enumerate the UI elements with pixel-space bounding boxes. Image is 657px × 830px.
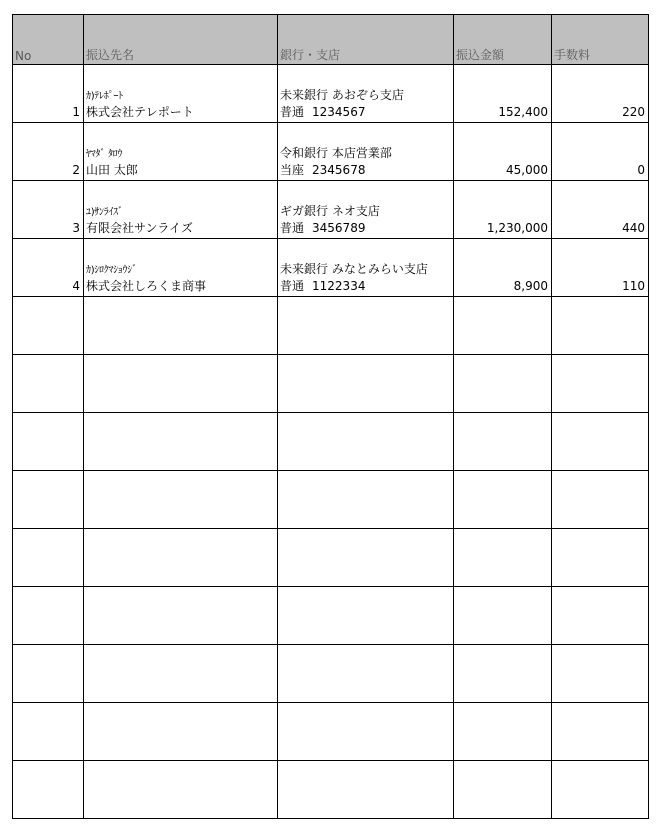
- account-number: 1122334: [312, 279, 366, 293]
- empty-cell[interactable]: [454, 413, 552, 471]
- empty-cell[interactable]: [278, 645, 454, 703]
- empty-row: [13, 703, 649, 761]
- empty-cell[interactable]: [278, 761, 454, 819]
- bank-cell[interactable]: [278, 181, 454, 239]
- bank-cell[interactable]: [278, 123, 454, 181]
- empty-cell[interactable]: [454, 645, 552, 703]
- account-type: 当座: [280, 163, 305, 177]
- table-row: [13, 239, 649, 297]
- header-row: [13, 15, 649, 65]
- empty-cell[interactable]: [13, 413, 84, 471]
- empty-cell[interactable]: [454, 529, 552, 587]
- transfer-table: [12, 14, 649, 819]
- account-number: 3456789: [312, 221, 366, 235]
- bank-branch: ギガ銀行 ネオ支店: [280, 204, 380, 218]
- account-number: 1234567: [312, 105, 366, 119]
- empty-cell[interactable]: [278, 355, 454, 413]
- header-no[interactable]: No: [13, 15, 84, 65]
- table-row: [13, 181, 649, 239]
- empty-row: [13, 645, 649, 703]
- empty-cell[interactable]: [84, 761, 278, 819]
- empty-cell[interactable]: [13, 471, 84, 529]
- empty-row: [13, 587, 649, 645]
- empty-cell[interactable]: [13, 587, 84, 645]
- fee-cell[interactable]: 220: [552, 65, 649, 123]
- account-type: 普通: [280, 105, 305, 119]
- empty-cell[interactable]: [13, 297, 84, 355]
- empty-row: [13, 529, 649, 587]
- empty-cell[interactable]: [552, 761, 649, 819]
- account-type: 普通: [280, 221, 305, 235]
- account-info: [280, 162, 450, 179]
- payee-name: 株式会社しろくま商事: [86, 279, 207, 293]
- empty-cell[interactable]: [552, 529, 649, 587]
- empty-cell[interactable]: [278, 471, 454, 529]
- amount-cell[interactable]: 152,400: [454, 65, 552, 123]
- empty-cell[interactable]: [454, 471, 552, 529]
- empty-row: [13, 471, 649, 529]
- table-row: [13, 123, 649, 181]
- fee-cell[interactable]: 440: [552, 181, 649, 239]
- empty-cell[interactable]: [552, 645, 649, 703]
- header-fee[interactable]: 手数料: [552, 15, 649, 65]
- payee-kana: ｶ)ﾃﾚﾎﾟｰﾄ: [86, 91, 123, 102]
- account-type: 普通: [280, 279, 305, 293]
- empty-cell[interactable]: [13, 703, 84, 761]
- account-info: [280, 104, 450, 121]
- empty-cell[interactable]: [552, 587, 649, 645]
- empty-cell[interactable]: [552, 355, 649, 413]
- fee-cell[interactable]: 110: [552, 239, 649, 297]
- payee-name: 山田 太郎: [86, 163, 138, 177]
- header-payee[interactable]: 振込先名: [84, 15, 278, 65]
- empty-cell[interactable]: [552, 471, 649, 529]
- header-bank[interactable]: 銀行・支店: [278, 15, 454, 65]
- empty-cell[interactable]: [84, 355, 278, 413]
- account-number: 2345678: [312, 163, 366, 177]
- empty-cell[interactable]: [278, 297, 454, 355]
- empty-cell[interactable]: [454, 703, 552, 761]
- row-no-cell[interactable]: 2: [13, 123, 84, 181]
- bank-branch: 未来銀行 あおぞら支店: [280, 88, 404, 102]
- payee-name: 株式会社テレポート: [86, 105, 194, 119]
- empty-cell[interactable]: [13, 645, 84, 703]
- empty-cell[interactable]: [13, 761, 84, 819]
- row-no-cell[interactable]: 4: [13, 239, 84, 297]
- empty-cell[interactable]: [84, 413, 278, 471]
- header-amount[interactable]: 振込金額: [454, 15, 552, 65]
- empty-cell[interactable]: [552, 413, 649, 471]
- empty-cell[interactable]: [278, 413, 454, 471]
- payee-cell[interactable]: [84, 123, 278, 181]
- empty-row: [13, 761, 649, 819]
- empty-cell[interactable]: [84, 703, 278, 761]
- empty-cell[interactable]: [84, 471, 278, 529]
- empty-cell[interactable]: [278, 703, 454, 761]
- bank-branch: 未来銀行 みなとみらい支店: [280, 262, 428, 276]
- payee-kana: ﾕ)ｻﾝﾗｲｽﾞ: [86, 207, 123, 218]
- amount-cell[interactable]: 45,000: [454, 123, 552, 181]
- bank-cell[interactable]: [278, 65, 454, 123]
- empty-cell[interactable]: [13, 529, 84, 587]
- empty-row: [13, 413, 649, 471]
- payee-kana: ｶ)ｼﾛｸﾏｼｮｳｼﾞ: [86, 265, 137, 276]
- amount-cell[interactable]: 1,230,000: [454, 181, 552, 239]
- empty-row: [13, 355, 649, 413]
- empty-cell[interactable]: [552, 297, 649, 355]
- row-no-cell[interactable]: 3: [13, 181, 84, 239]
- empty-cell[interactable]: [84, 297, 278, 355]
- empty-cell[interactable]: [278, 587, 454, 645]
- empty-cell[interactable]: [84, 529, 278, 587]
- payee-cell[interactable]: [84, 181, 278, 239]
- account-info: [280, 220, 450, 237]
- bank-branch: 令和銀行 本店営業部: [280, 146, 392, 160]
- payee-cell[interactable]: [84, 65, 278, 123]
- empty-cell[interactable]: [454, 297, 552, 355]
- fee-cell[interactable]: 0: [552, 123, 649, 181]
- empty-cell[interactable]: [13, 355, 84, 413]
- empty-cell[interactable]: [84, 587, 278, 645]
- payee-kana: ﾔﾏﾀﾞ ﾀﾛｳ: [86, 149, 123, 160]
- payee-cell[interactable]: [84, 239, 278, 297]
- empty-row: [13, 297, 649, 355]
- account-info: [280, 278, 450, 295]
- empty-cell[interactable]: [84, 645, 278, 703]
- amount-cell[interactable]: 8,900: [454, 239, 552, 297]
- bank-cell[interactable]: [278, 239, 454, 297]
- empty-cell[interactable]: [454, 587, 552, 645]
- empty-cell[interactable]: [454, 761, 552, 819]
- empty-cell[interactable]: [278, 529, 454, 587]
- empty-cell[interactable]: [552, 703, 649, 761]
- row-no-cell[interactable]: 1: [13, 65, 84, 123]
- empty-cell[interactable]: [454, 355, 552, 413]
- table-row: [13, 65, 649, 123]
- payee-name: 有限会社サンライズ: [86, 221, 193, 235]
